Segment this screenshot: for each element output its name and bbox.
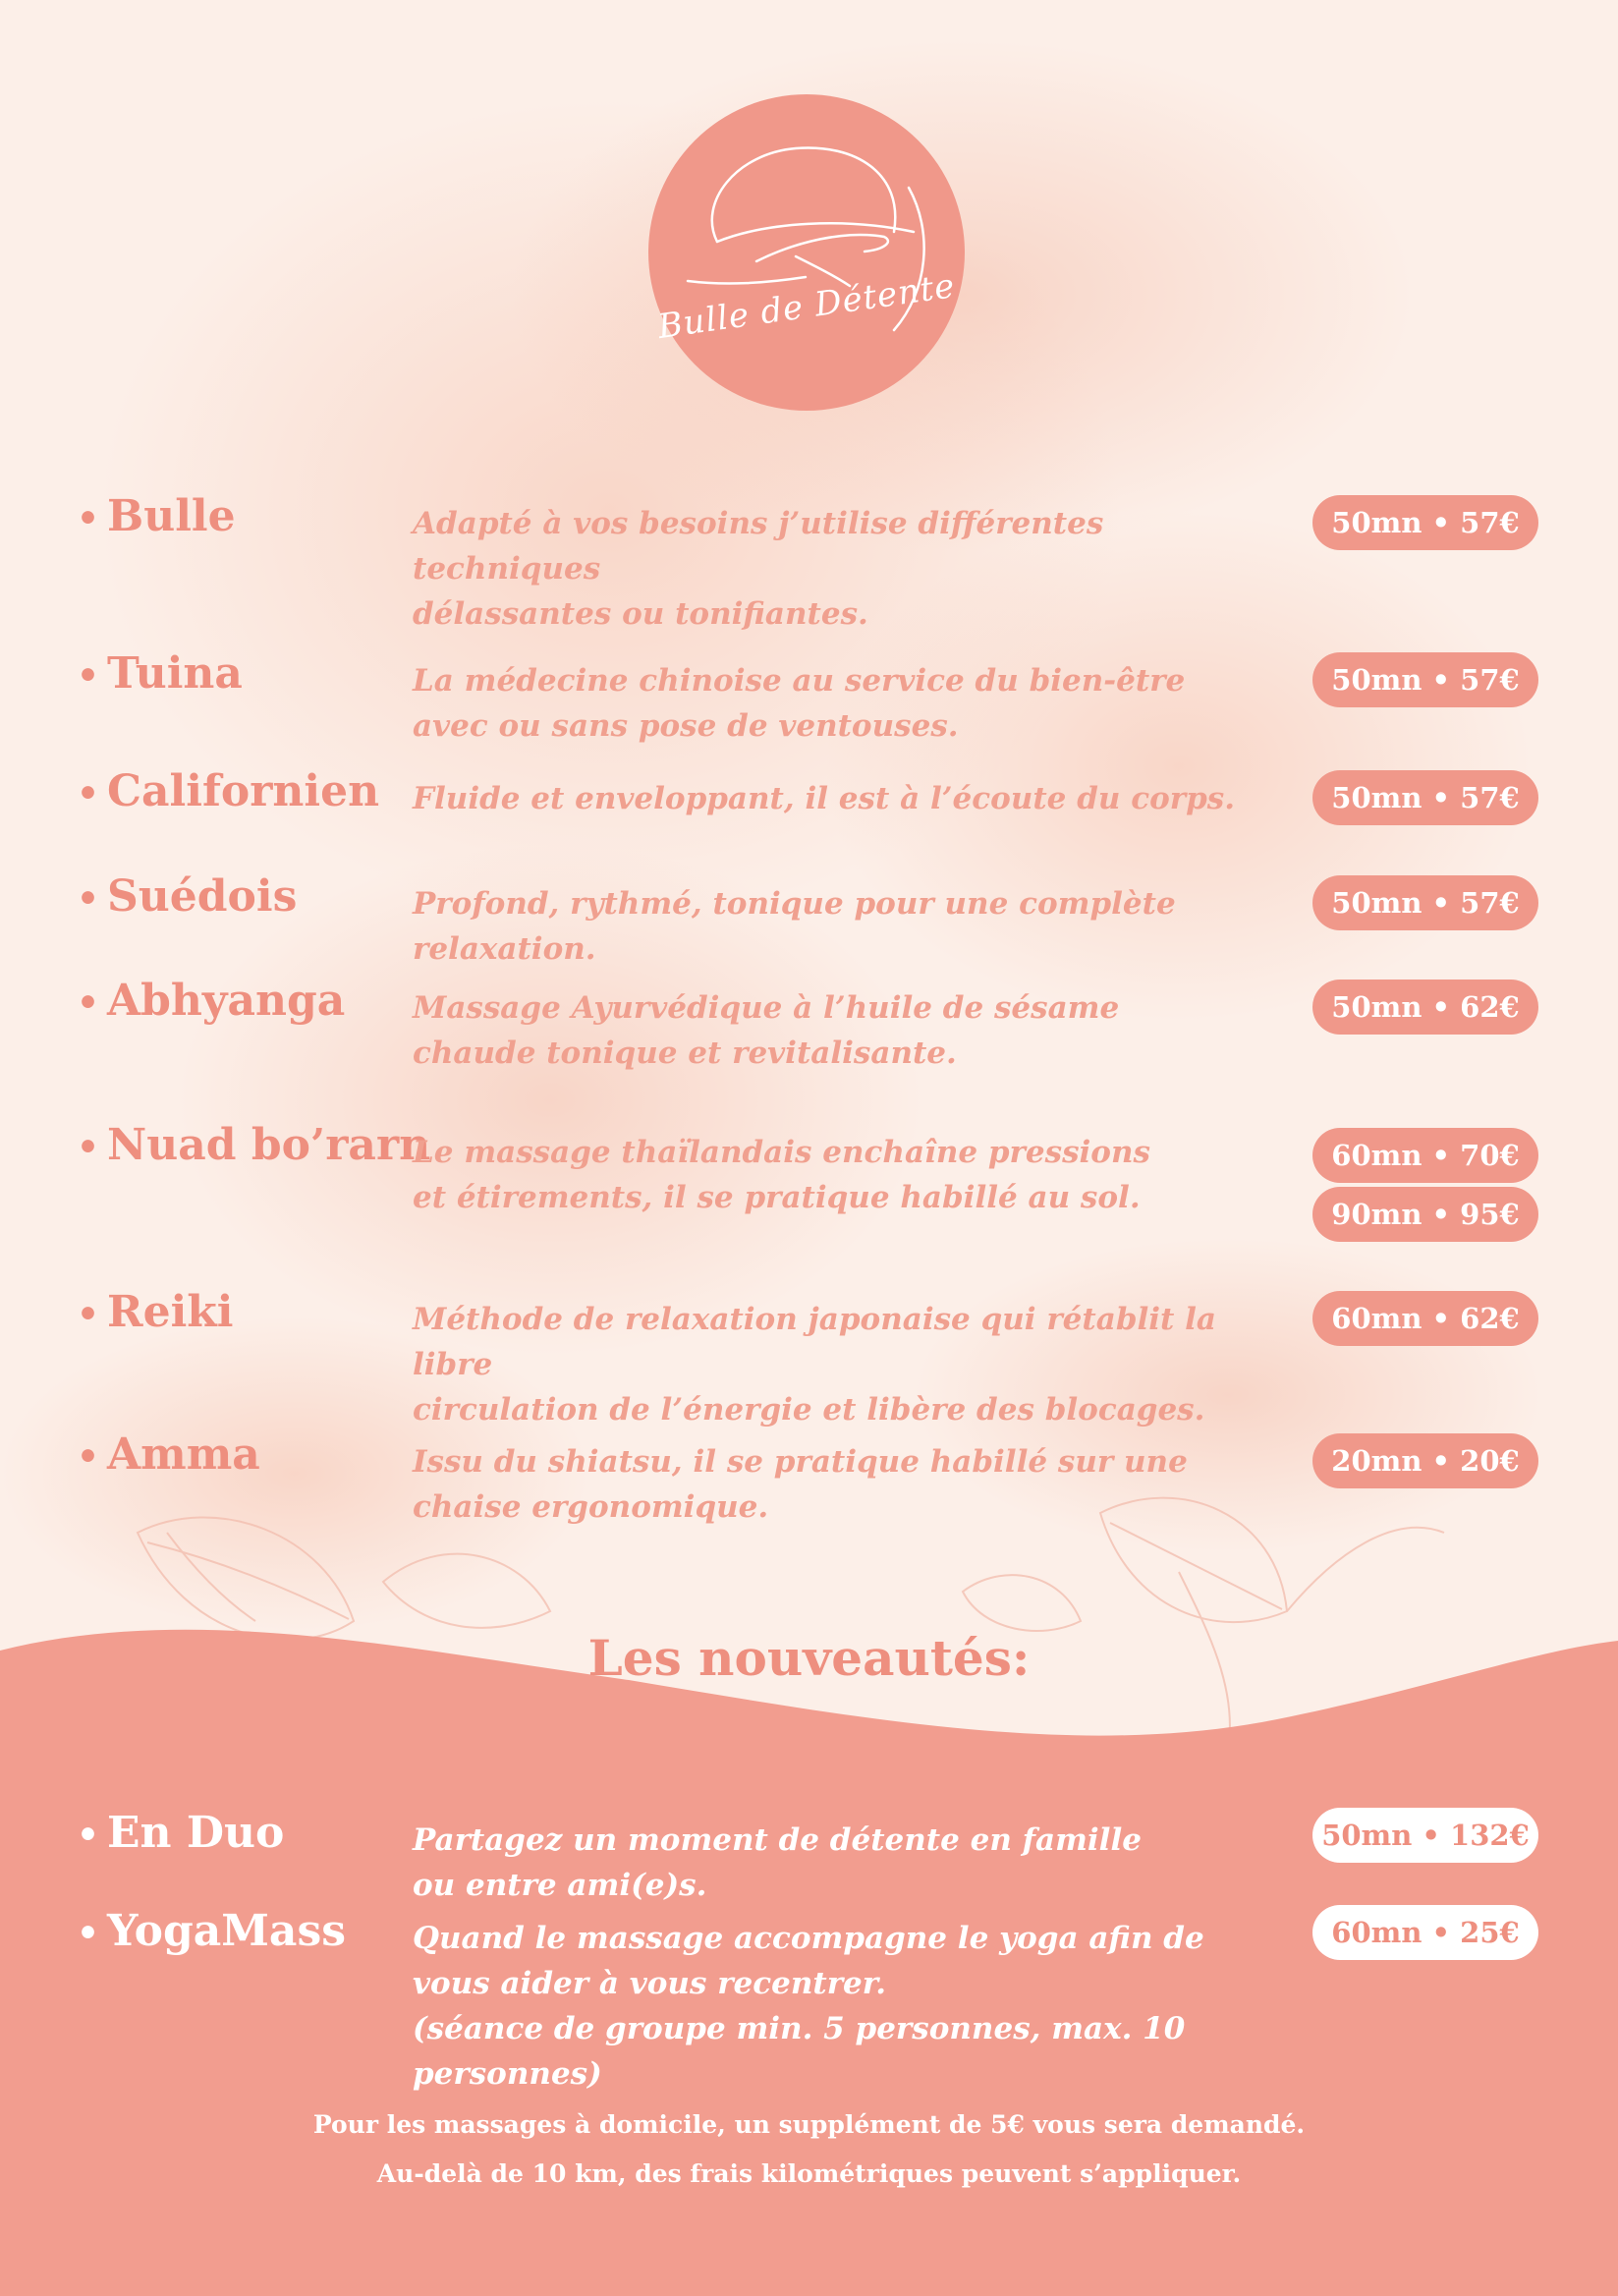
bullet-icon: • <box>77 498 100 539</box>
service-description-line: Profond, rythmé, tonique pour une complète relaxation. <box>413 886 1176 967</box>
service-name-label: Bulle <box>107 491 236 541</box>
bullet-icon: • <box>77 1127 100 1168</box>
service-price-badge: 50mn • 62€ <box>1312 980 1538 1035</box>
service-description-line: Fluide et enveloppant, il est à l’écoute du corps. <box>413 781 1235 816</box>
service-name <box>77 1287 234 1337</box>
service-name-label: Tuina <box>107 648 243 699</box>
service-description-line: Massage Ayurvédique à l’huile de sésame <box>413 990 1120 1026</box>
bullet-icon: • <box>77 1815 100 1856</box>
bullet-icon: • <box>77 773 100 814</box>
new-service-name <box>77 1808 284 1858</box>
new-service-price-badge: 60mn • 25€ <box>1312 1905 1538 1960</box>
footer-note-distance: Au-delà de 10 km, des frais kilométriques peuvent s’appliquer. <box>376 2159 1242 2188</box>
new-section-title: Les nouveautés: <box>587 1629 1031 1687</box>
service-description-line: La médecine chinoise au service du bien-être <box>413 663 1186 699</box>
new-service-description <box>413 1916 1297 2097</box>
service-description <box>413 1439 1297 1530</box>
service-description-line: Le massage thaïlandais enchaîne pressions <box>413 1135 1150 1170</box>
service-price-badge: 50mn • 57€ <box>1312 495 1538 550</box>
service-name <box>77 976 345 1026</box>
new-service-name <box>77 1906 346 1956</box>
bullet-icon: • <box>77 655 100 697</box>
new-service-price-badge: 50mn • 132€ <box>1312 1808 1538 1863</box>
logo-wordmark: Bulle de Détente <box>655 265 958 348</box>
service-price-badge: 90mn • 95€ <box>1312 1187 1538 1242</box>
service-price-badge: 60mn • 62€ <box>1312 1291 1538 1346</box>
service-description-line: Méthode de relaxation japonaise qui rétablit la libre <box>413 1302 1217 1382</box>
bullet-icon: • <box>77 878 100 920</box>
service-price-badge: 50mn • 57€ <box>1312 875 1538 930</box>
new-service-name-label: En Duo <box>107 1808 285 1858</box>
service-name-label: Suédois <box>107 871 298 922</box>
service-price-badge: 50mn • 57€ <box>1312 770 1538 825</box>
service-description <box>413 501 1297 637</box>
service-name-label: Reiki <box>107 1287 234 1337</box>
service-description <box>413 1130 1297 1220</box>
service-description-line: délassantes ou tonifiantes. <box>413 596 868 632</box>
service-price-badge: 50mn • 57€ <box>1312 652 1538 707</box>
new-service-name-label: YogaMass <box>107 1906 346 1956</box>
new-service-description-line: Quand le massage accompagne le yoga afin de <box>413 1921 1204 1956</box>
service-description-line: Adapté à vos besoins j’utilise différentes techniques <box>413 506 1104 587</box>
brand-logo <box>648 94 965 411</box>
service-name-label: Nuad bo’rarn <box>107 1120 431 1170</box>
new-service-description-line: (séance de groupe min. 5 personnes, max. 10 personnes) <box>413 2011 1186 2092</box>
service-name-label: Amma <box>107 1429 260 1480</box>
service-name <box>77 491 236 541</box>
service-price-badge: 60mn • 70€ <box>1312 1128 1538 1183</box>
bullet-icon: • <box>77 1294 100 1335</box>
service-description-line: chaude tonique et revitalisante. <box>413 1036 957 1071</box>
service-name-label: Californien <box>107 766 380 816</box>
service-description-line: avec ou sans pose de ventouses. <box>413 708 959 744</box>
service-description <box>413 985 1297 1076</box>
service-name <box>77 648 243 699</box>
service-description <box>413 776 1297 821</box>
bullet-icon: • <box>77 1436 100 1478</box>
service-name <box>77 871 297 922</box>
service-description <box>413 658 1297 749</box>
service-name <box>77 1120 430 1170</box>
hand-logo-icon <box>648 94 965 411</box>
service-description-line: chaise ergonomique. <box>413 1489 769 1525</box>
service-name <box>77 1429 260 1480</box>
service-price-badge: 20mn • 20€ <box>1312 1433 1538 1488</box>
new-service-description-line: Partagez un moment de détente en famille <box>413 1822 1142 1858</box>
footer-note-home: Pour les massages à domicile, un supplément de 5€ vous sera demandé. <box>312 2110 1306 2139</box>
bullet-icon: • <box>77 1913 100 1954</box>
service-name-label: Abhyanga <box>107 976 346 1026</box>
new-service-description <box>413 1818 1297 1908</box>
new-service-description-line: ou entre ami(e)s. <box>413 1868 707 1903</box>
service-description <box>413 881 1297 972</box>
service-description-line: et étirements, il se pratique habillé au sol. <box>413 1180 1141 1215</box>
bullet-icon: • <box>77 982 100 1024</box>
new-service-description-line: vous aider à vous recentrer. <box>413 1966 887 2001</box>
service-name <box>77 766 379 816</box>
service-description-line: Issu du shiatsu, il se pratique habillé sur une <box>413 1444 1188 1480</box>
service-description <box>413 1297 1297 1432</box>
service-description-line: circulation de l’énergie et libère des blocages. <box>413 1392 1205 1428</box>
